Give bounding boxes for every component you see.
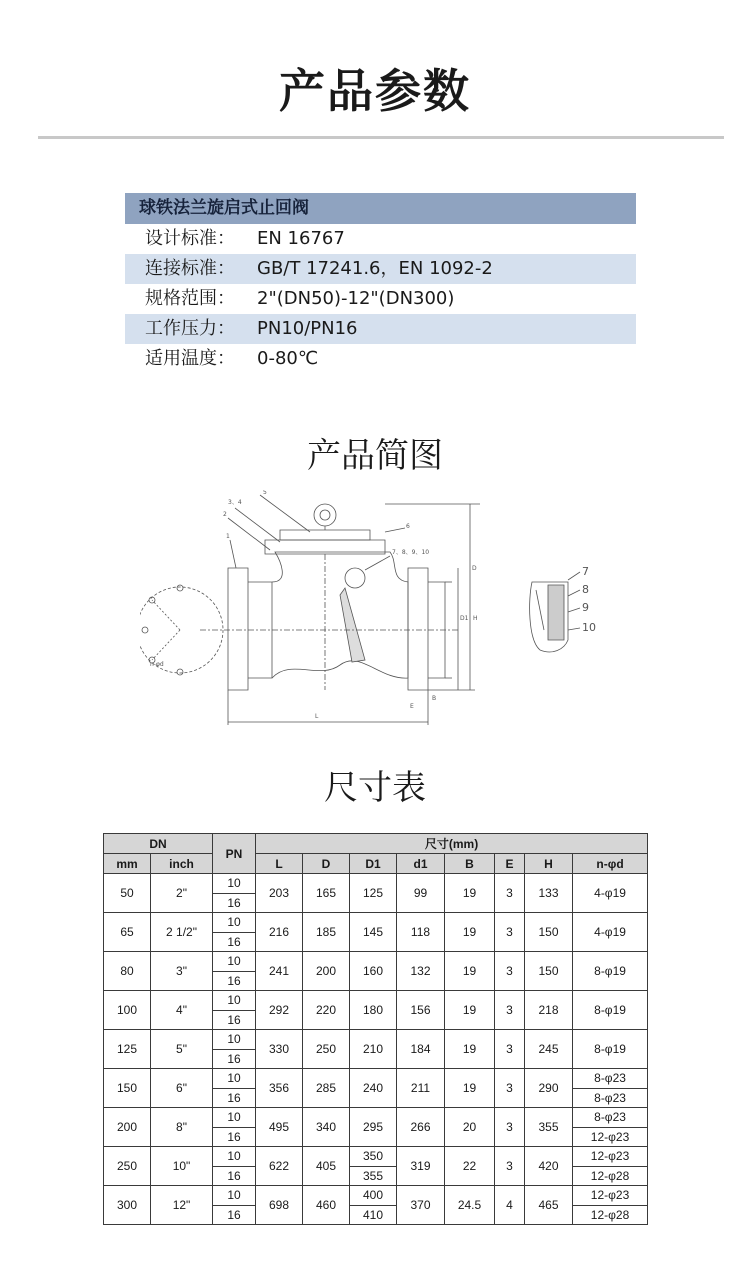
cell-d1: 156 <box>397 991 445 1030</box>
cell-d1: 266 <box>397 1108 445 1147</box>
hinge <box>345 568 365 588</box>
callout-label: L <box>315 713 319 720</box>
cell-inch: 6" <box>151 1069 213 1108</box>
cell-B: 19 <box>445 991 495 1030</box>
cell-pn: 10 <box>213 1069 256 1089</box>
cell-pn: 10 <box>213 874 256 894</box>
cell-D1: 125 <box>350 874 397 913</box>
cell-L: 330 <box>256 1030 303 1069</box>
cell-inch: 5" <box>151 1030 213 1069</box>
cell-D1: 355 <box>350 1166 397 1186</box>
valve-drawing <box>140 490 610 735</box>
cell-E: 4 <box>495 1186 525 1225</box>
bolt-hole <box>142 627 148 633</box>
cell-B: 19 <box>445 1069 495 1108</box>
table-row <box>104 1069 648 1089</box>
cell-inch: 10" <box>151 1147 213 1186</box>
param-value: EN 16767 <box>257 228 345 249</box>
parameter-table <box>125 193 636 374</box>
cell-H: 218 <box>525 991 573 1030</box>
cell-D: 185 <box>303 913 350 952</box>
param-key: 连接标准： <box>145 258 235 279</box>
page-title: 产品参数 <box>279 64 471 118</box>
cell-D1: 410 <box>350 1205 397 1225</box>
cell-L: 216 <box>256 913 303 952</box>
cell-D1: 350 <box>350 1147 397 1167</box>
cell-nd: 8-φ23 <box>573 1088 648 1108</box>
disc <box>340 588 365 662</box>
size-table <box>103 833 648 1225</box>
size-table-title: 尺寸表 <box>324 768 426 808</box>
cell-D1: 180 <box>350 991 397 1030</box>
cell-pn: 16 <box>213 971 256 991</box>
cell-mm: 125 <box>104 1030 151 1069</box>
callout-label: D1 <box>460 615 469 622</box>
product-name: 球铁法兰旋启式止回阀 <box>125 193 636 224</box>
cell-E: 3 <box>495 991 525 1030</box>
param-row <box>125 284 636 314</box>
bolt-hole <box>177 669 183 675</box>
cell-L: 203 <box>256 874 303 913</box>
title-divider <box>38 136 724 139</box>
header-size: 尺寸(mm) <box>256 834 648 854</box>
cell-nd: 8-φ19 <box>573 952 648 991</box>
cell-D: 285 <box>303 1069 350 1108</box>
cell-E: 3 <box>495 1069 525 1108</box>
callout-label: H <box>473 615 478 622</box>
cell-E: 3 <box>495 913 525 952</box>
cell-D1: 160 <box>350 952 397 991</box>
cell-pn: 16 <box>213 932 256 952</box>
param-value: GB/T 17241.6，EN 1092-2 <box>257 258 493 279</box>
cell-d1: 118 <box>397 913 445 952</box>
param-value: PN10/PN16 <box>257 318 358 339</box>
param-value: 0-80℃ <box>257 348 319 369</box>
param-key: 设计标准： <box>145 228 235 249</box>
cell-D: 250 <box>303 1030 350 1069</box>
param-row <box>125 254 636 284</box>
bolt-hole <box>177 585 183 591</box>
cell-pn: 10 <box>213 913 256 933</box>
cell-pn: 10 <box>213 991 256 1011</box>
cell-nd: 4-φ19 <box>573 913 648 952</box>
cell-H: 245 <box>525 1030 573 1069</box>
cell-inch: 4" <box>151 991 213 1030</box>
cell-E: 3 <box>495 1147 525 1186</box>
cell-E: 3 <box>495 952 525 991</box>
table-row <box>104 1147 648 1167</box>
cell-B: 19 <box>445 952 495 991</box>
header-mm: mm <box>104 854 151 874</box>
cell-nd: 8-φ19 <box>573 991 648 1030</box>
param-row <box>125 344 636 374</box>
cell-mm: 50 <box>104 874 151 913</box>
table-row <box>104 1186 648 1206</box>
cell-B: 19 <box>445 874 495 913</box>
callout-label: 2 <box>223 511 227 518</box>
callout-label: D <box>472 565 477 572</box>
cell-B: 19 <box>445 1030 495 1069</box>
cell-H: 420 <box>525 1147 573 1186</box>
cell-mm: 300 <box>104 1186 151 1225</box>
cell-E: 3 <box>495 1108 525 1147</box>
header-L: L <box>256 854 303 874</box>
callout-label: 1 <box>226 533 230 540</box>
cell-pn: 10 <box>213 952 256 972</box>
cell-pn: 16 <box>213 1010 256 1030</box>
header-B: B <box>445 854 495 874</box>
cell-mm: 100 <box>104 991 151 1030</box>
table-row <box>104 1108 648 1128</box>
cell-nd: 12-φ23 <box>573 1147 648 1167</box>
cell-D: 165 <box>303 874 350 913</box>
cell-pn: 16 <box>213 1049 256 1069</box>
cell-pn: 16 <box>213 1205 256 1225</box>
cell-pn: 10 <box>213 1108 256 1128</box>
cell-pn: 16 <box>213 1127 256 1147</box>
cell-H: 290 <box>525 1069 573 1108</box>
cell-B: 24.5 <box>445 1186 495 1225</box>
cell-H: 150 <box>525 913 573 952</box>
outlet-flange <box>408 568 428 690</box>
header-D: D <box>303 854 350 874</box>
cell-nd: 12-φ28 <box>573 1166 648 1186</box>
cell-pn: 16 <box>213 1166 256 1186</box>
header-D1: D1 <box>350 854 397 874</box>
cell-d1: 132 <box>397 952 445 991</box>
cell-mm: 200 <box>104 1108 151 1147</box>
cell-inch: 2 1/2" <box>151 913 213 952</box>
cell-nd: 8-φ23 <box>573 1069 648 1089</box>
cell-pn: 10 <box>213 1030 256 1050</box>
cell-mm: 150 <box>104 1069 151 1108</box>
header-E: E <box>495 854 525 874</box>
cell-nd: 4-φ19 <box>573 874 648 913</box>
cell-D: 200 <box>303 952 350 991</box>
header-dn: DN <box>104 834 213 854</box>
cell-L: 292 <box>256 991 303 1030</box>
cell-mm: 250 <box>104 1147 151 1186</box>
callout-label: 7 <box>582 565 589 578</box>
cell-D: 340 <box>303 1108 350 1147</box>
inlet-flange <box>228 568 248 690</box>
cell-inch: 8" <box>151 1108 213 1147</box>
cell-D: 460 <box>303 1186 350 1225</box>
callout-label: 8 <box>582 583 589 596</box>
callout-label: 5 <box>263 490 267 496</box>
callout-label: B <box>432 695 437 702</box>
drawing-title: 产品简图 <box>307 436 443 476</box>
cell-D1: 400 <box>350 1186 397 1206</box>
param-key: 适用温度： <box>145 348 235 369</box>
cell-L: 622 <box>256 1147 303 1186</box>
header-H: H <box>525 854 573 874</box>
header-pn: PN <box>213 834 256 874</box>
callout-label: n-φd <box>150 661 164 668</box>
cell-nd: 12-φ23 <box>573 1186 648 1206</box>
callout-label: 10 <box>582 621 596 634</box>
cell-pn: 10 <box>213 1186 256 1206</box>
cell-pn: 10 <box>213 1147 256 1167</box>
cell-d1: 319 <box>397 1147 445 1186</box>
cell-H: 150 <box>525 952 573 991</box>
cell-L: 356 <box>256 1069 303 1108</box>
table-row <box>104 874 648 894</box>
cell-pn: 16 <box>213 1088 256 1108</box>
cell-H: 465 <box>525 1186 573 1225</box>
callout-label: E <box>410 703 414 710</box>
param-value: 2"(DN50)-12"(DN300) <box>257 288 455 309</box>
cell-d1: 99 <box>397 874 445 913</box>
cell-d1: 370 <box>397 1186 445 1225</box>
cell-D: 220 <box>303 991 350 1030</box>
table-row <box>104 991 648 1011</box>
callout-label: 7、8、9、10 <box>392 549 430 556</box>
cell-D1: 295 <box>350 1108 397 1147</box>
header-inch: inch <box>151 854 213 874</box>
cell-E: 3 <box>495 874 525 913</box>
cell-D1: 210 <box>350 1030 397 1069</box>
lifting-eye <box>314 504 336 526</box>
cell-nd: 8-φ19 <box>573 1030 648 1069</box>
cell-B: 20 <box>445 1108 495 1147</box>
callout-label: 9 <box>582 601 589 614</box>
header-d1: d1 <box>397 854 445 874</box>
cell-D: 405 <box>303 1147 350 1186</box>
valve-body <box>272 552 408 678</box>
cell-mm: 65 <box>104 913 151 952</box>
table-row <box>104 1030 648 1050</box>
header-nd: n-φd <box>573 854 648 874</box>
cell-B: 22 <box>445 1147 495 1186</box>
cell-inch: 3" <box>151 952 213 991</box>
cell-D1: 240 <box>350 1069 397 1108</box>
cell-nd: 8-φ23 <box>573 1108 648 1128</box>
cell-inch: 2" <box>151 874 213 913</box>
cell-pn: 16 <box>213 893 256 913</box>
param-key: 规格范围： <box>145 288 235 309</box>
cell-B: 19 <box>445 913 495 952</box>
param-key: 工作压力： <box>145 318 235 339</box>
callout-label: 6 <box>406 523 410 530</box>
cell-L: 495 <box>256 1108 303 1147</box>
size-table-body <box>104 874 648 1225</box>
cell-d1: 211 <box>397 1069 445 1108</box>
param-row <box>125 224 636 254</box>
cell-L: 241 <box>256 952 303 991</box>
cell-D1: 145 <box>350 913 397 952</box>
table-row <box>104 913 648 933</box>
cell-E: 3 <box>495 1030 525 1069</box>
table-row <box>104 952 648 972</box>
cell-nd: 12-φ28 <box>573 1205 648 1225</box>
cell-nd: 12-φ23 <box>573 1127 648 1147</box>
callout-label: 3、4 <box>228 499 242 506</box>
cell-inch: 12" <box>151 1186 213 1225</box>
cell-mm: 80 <box>104 952 151 991</box>
param-row <box>125 314 636 344</box>
cell-d1: 184 <box>397 1030 445 1069</box>
cell-H: 133 <box>525 874 573 913</box>
cell-L: 698 <box>256 1186 303 1225</box>
cell-H: 355 <box>525 1108 573 1147</box>
